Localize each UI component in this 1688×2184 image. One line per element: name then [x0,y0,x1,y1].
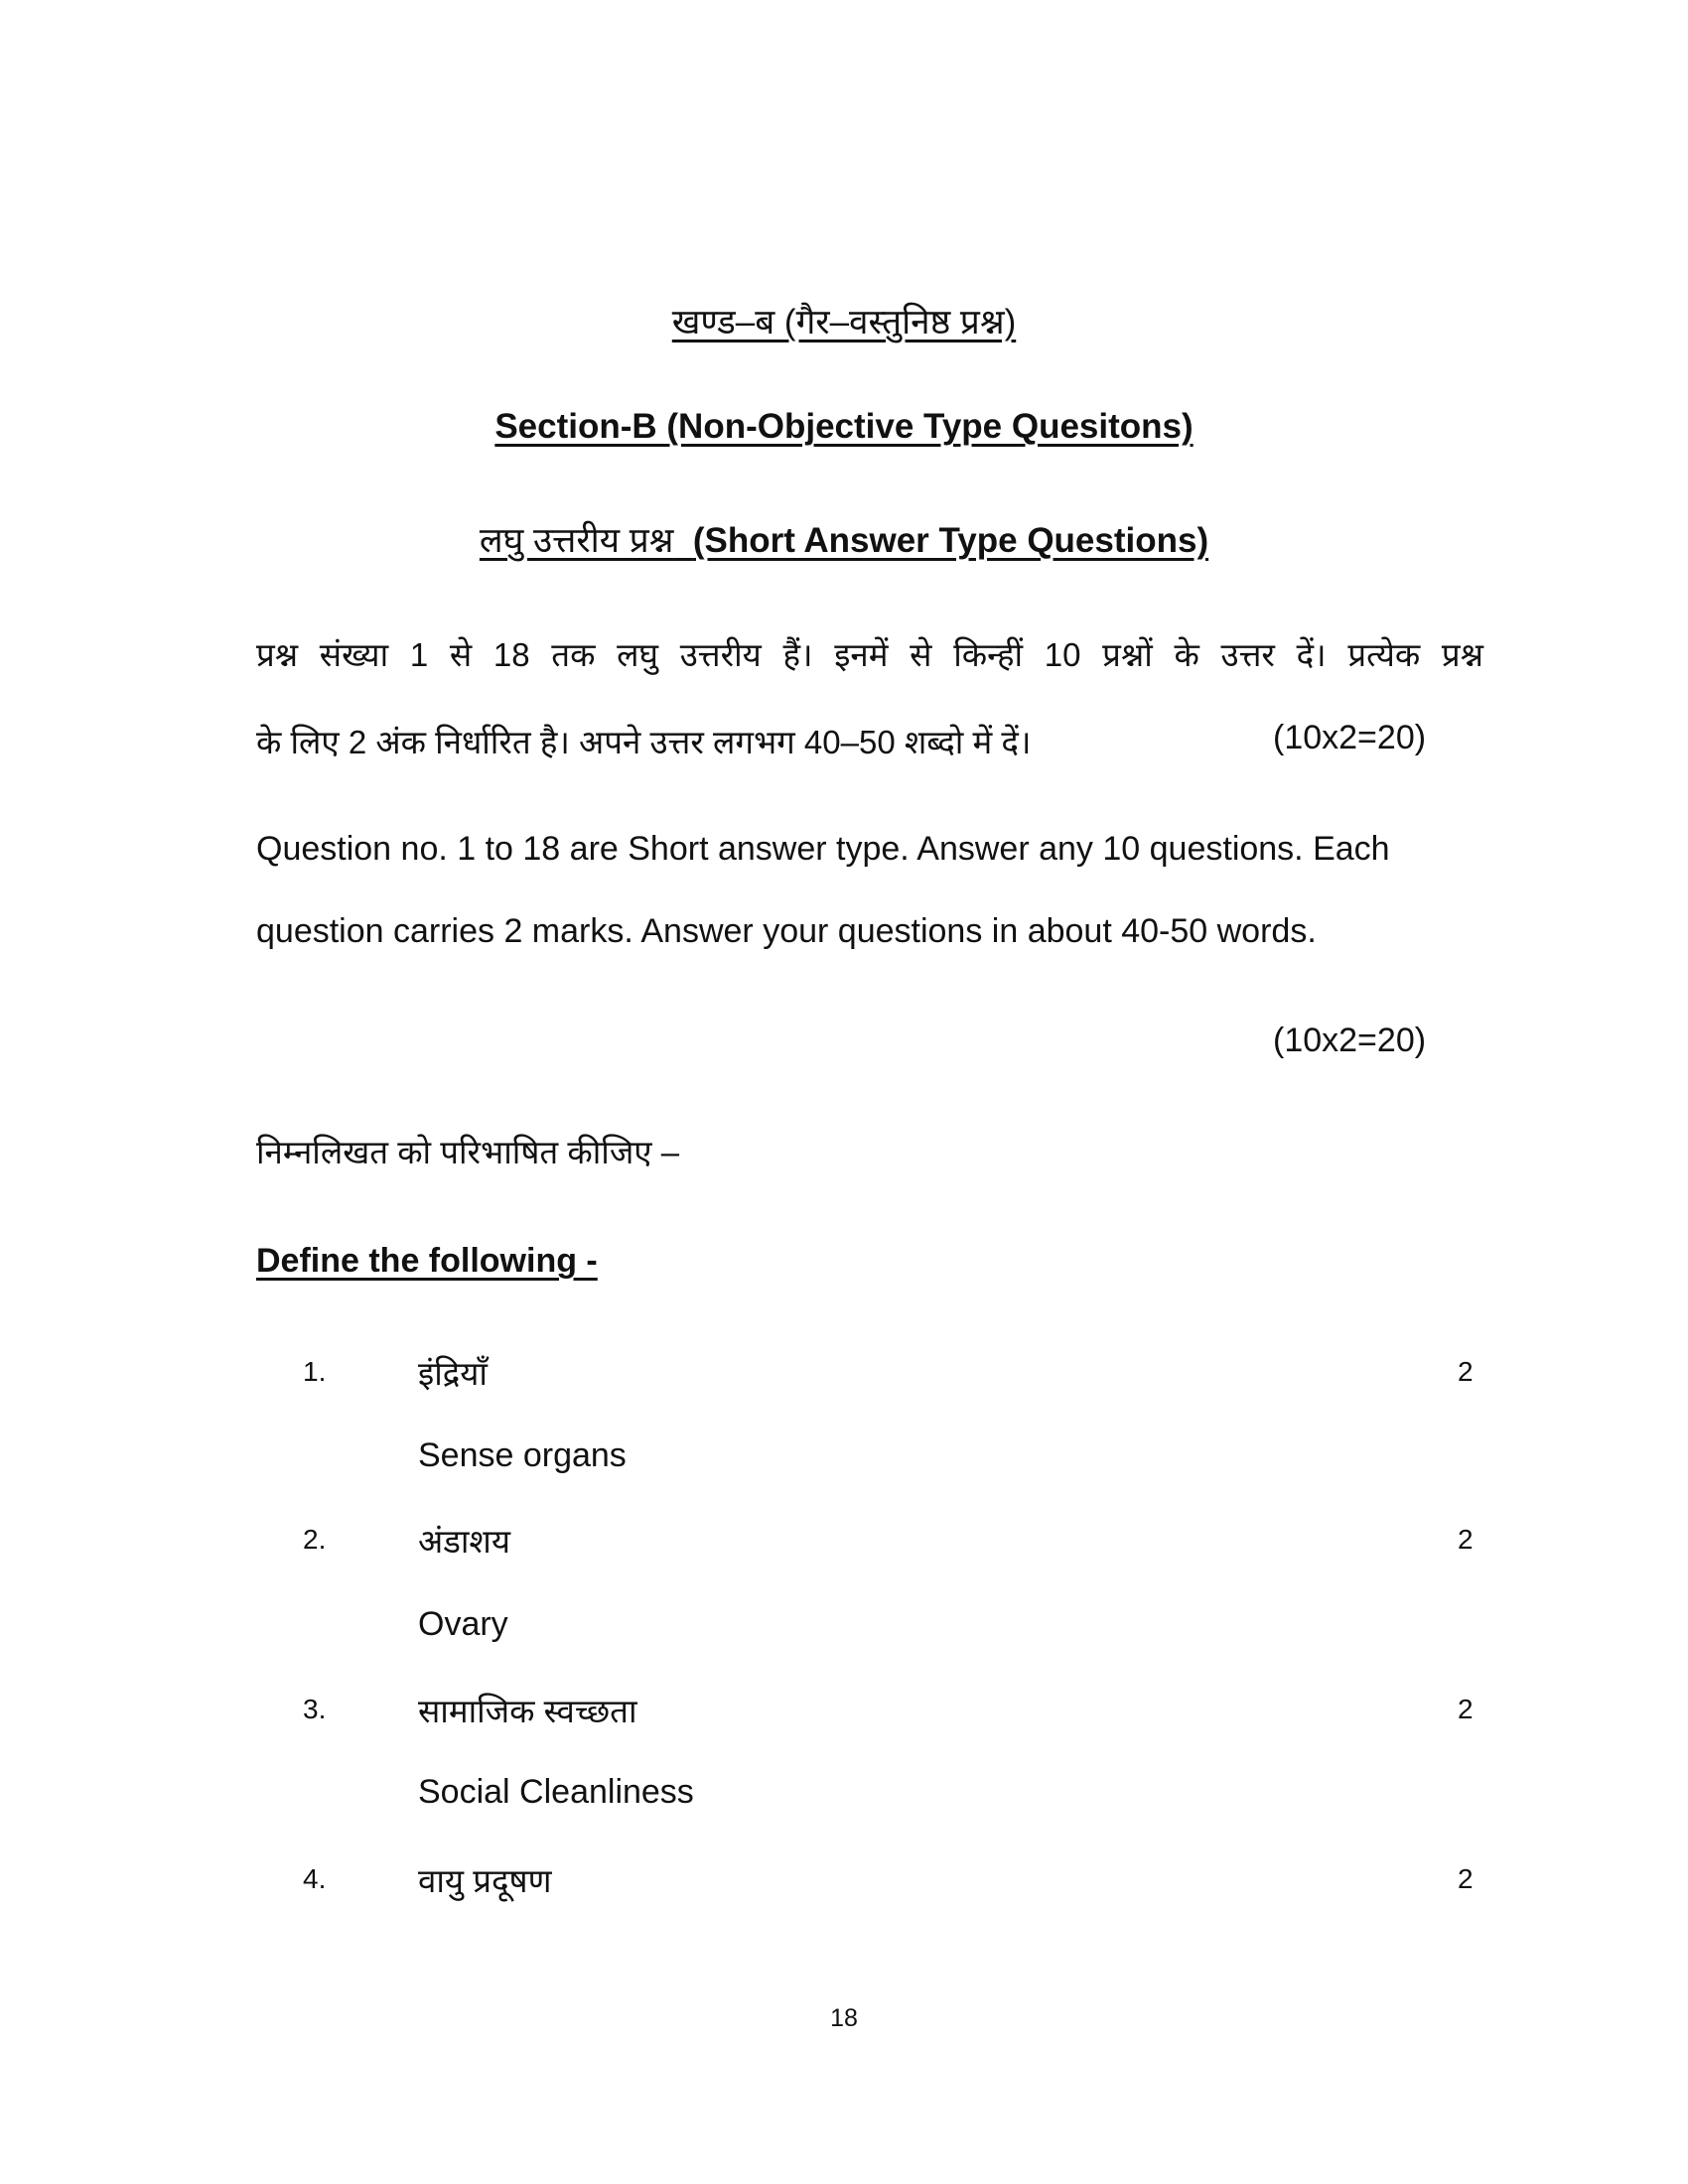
question-4-hindi: वायु प्रदूषण [418,1862,552,1899]
question-2-number: 2. [303,1524,327,1555]
question-4-number: 4. [303,1863,327,1894]
instruction-english-line-1: Question no. 1 to 18 are Short answer type. Answer any 10 questions. Each [256,830,1390,868]
question-2-hindi: अंडाशय [418,1523,510,1560]
define-prompt-english: Define the following - [256,1242,598,1280]
instruction-hindi-line-1: प्रश्न संख्या 1 से 18 तक लघु उत्तरीय हैं। इनमें से किन्हीं 10 प्रश्नों के उत्तर दें। प्रत्येक प्रश्न [256,636,1483,673]
short-answer-title-english: (Short Answer Type Questions) [692,521,1209,560]
instruction-english-line-2: question carries 2 marks. Answer your questions in about 40-50 words. [256,912,1317,950]
question-1-english: Sense organs [418,1436,627,1474]
page-number: 18 [830,2004,858,2032]
section-title-english-text: Section-B (Non-Objective Type Quesitons) [494,407,1194,446]
instruction-hindi-line-2: के लिए 2 अंक निर्धारित है। अपने उत्तर लगभग 40–50 शब्दो में दें। [256,724,1032,760]
question-3-marks: 2 [1458,1694,1474,1724]
short-answer-title-hindi: लघु उत्तरीय प्रश्न [479,521,674,560]
question-3-number: 3. [303,1694,327,1724]
question-4-marks: 2 [1458,1863,1474,1894]
instruction-hindi-marks: (10x2=20) [1273,719,1427,756]
question-1-hindi: इंद्रियाँ [418,1355,488,1392]
question-2-marks: 2 [1458,1524,1474,1555]
section-title-english [0,407,1688,447]
question-1-marks: 2 [1458,1356,1474,1387]
short-answer-title [0,516,1688,563]
instruction-english-marks: (10x2=20) [1273,1022,1427,1059]
section-title-hindi [0,298,1688,344]
question-3-hindi: सामाजिक स्वच्छता [418,1693,637,1729]
question-3-english: Social Cleanliness [418,1773,694,1811]
section-title-hindi-text: खण्ड–ब (गैर–वस्तुनिष्ठ प्रश्न) [671,303,1017,341]
define-prompt-hindi: निम्नलिखत को परिभाषित कीजिए – [256,1134,680,1170]
question-1-number: 1. [303,1356,327,1387]
question-2-english: Ovary [418,1605,508,1643]
